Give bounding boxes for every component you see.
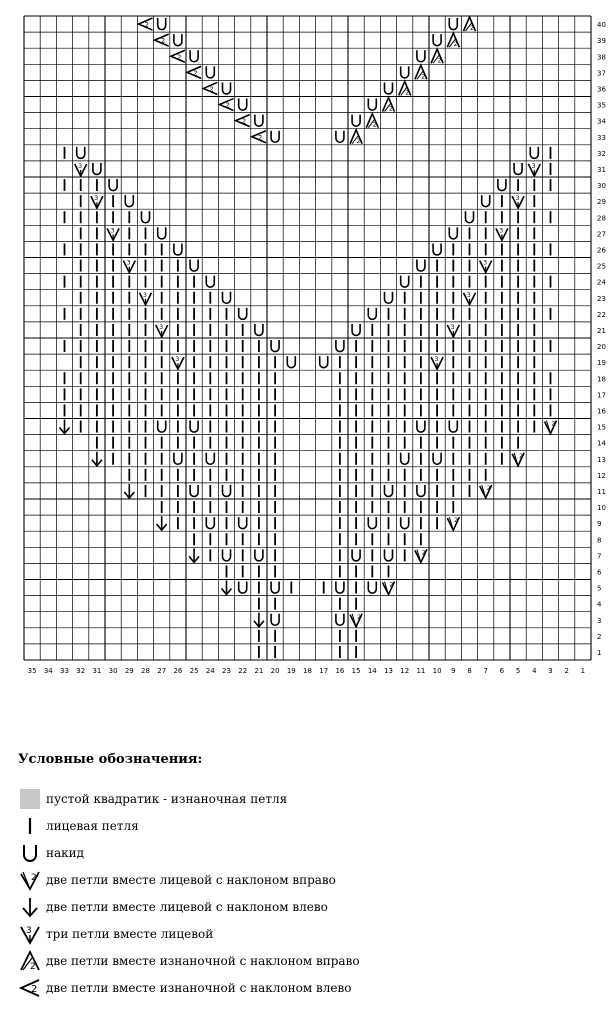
stitch-pl [187,66,201,78]
stitch-o [368,582,376,594]
stitch-o [239,99,247,111]
svg-text:2: 2 [144,21,149,30]
stitch-pr [415,65,427,80]
stitch-o [158,227,166,239]
svg-text:2: 2 [257,133,263,142]
stitch-o [514,163,522,175]
stitch-t [75,163,87,176]
stitch-t [140,292,152,305]
column-number: 27 [157,667,167,675]
row-number: 13 [597,455,606,464]
column-number: 9 [451,667,456,675]
stitch-o [401,276,409,288]
row-number: 6 [597,568,602,577]
stitch-o [417,260,425,272]
stitch-o [385,82,393,94]
stitch-o [271,131,279,143]
stitch-o [433,34,441,46]
column-number: 29 [124,667,134,675]
svg-text:2: 2 [389,581,394,589]
stitch-r [480,485,492,498]
stitch-o [352,549,360,561]
row-number: 37 [597,69,606,78]
row-number: 15 [597,423,606,432]
column-number: 8 [467,667,472,675]
svg-text:3: 3 [78,162,83,170]
stitch-o [142,211,150,223]
stitch-pr [464,17,476,32]
svg-text:3: 3 [143,291,147,299]
stitch-o [385,292,393,304]
stitch-pr [431,49,443,64]
stitch-r [383,582,395,595]
row-number: 16 [597,407,606,416]
legend-title: Условные обозначения: [18,752,203,767]
stitch-r [447,517,459,530]
stitch-o [385,485,393,497]
stitch-o [206,453,214,465]
column-number: 15 [351,667,361,675]
stitch-o [190,485,198,497]
stitch-pr [399,81,411,96]
stitch-o [368,308,376,320]
stitch-o [401,517,409,529]
stitch-t [447,324,459,337]
legend-item-label: две петли вместе изнаночной с наклоном влево [46,980,352,995]
stitch-r [415,549,427,562]
row-number: 18 [597,375,606,384]
svg-text:3: 3 [467,291,471,299]
row-number: 40 [597,21,606,30]
column-number: 14 [367,667,377,675]
stitch-pr [366,114,378,129]
column-number: 21 [254,667,264,675]
stitch-pl [139,18,153,30]
stitch-o [433,453,441,465]
svg-text:2: 2 [470,25,474,33]
row-number: 21 [597,326,606,335]
svg-text:2: 2 [372,121,377,129]
stitch-o [271,614,279,626]
legend-item-label: две петли вместе лицевой с наклоном вправо [46,872,336,887]
stitch-r [350,614,362,627]
legend-item-label: две петли вместе лицевой с наклоном влево [46,899,328,914]
row-number: 7 [597,552,602,561]
stitch-o [449,18,457,30]
stitch-o [190,260,198,272]
stitch-o [287,356,295,368]
row-number: 24 [597,278,606,287]
svg-text:2: 2 [421,549,426,557]
svg-text:2: 2 [421,73,426,81]
svg-text:2: 2 [241,117,247,126]
stitch-t [464,292,476,305]
yarn-over-icon [18,841,42,865]
stitch-pl [171,50,185,62]
row-number: 10 [597,504,606,513]
svg-text:3: 3 [434,356,439,364]
legend-item-k3tog [18,920,608,947]
legend-item-p2tog-left [18,974,608,1001]
stitch-o [255,549,263,561]
column-number: 24 [205,667,215,675]
stitch-o [401,453,409,465]
row-number: 17 [597,391,606,400]
column-number: 5 [515,667,521,675]
row-number: 35 [597,101,606,110]
svg-text:2: 2 [437,57,442,65]
stitch-o [449,227,457,239]
row-number: 38 [597,53,606,62]
svg-text:2: 2 [193,69,198,78]
purl-square-icon [18,787,42,811]
svg-text:2: 2 [160,37,166,46]
stitch-pl [252,131,266,143]
row-number: 36 [597,85,606,94]
svg-text:2: 2 [356,137,361,145]
stitch-o [174,453,182,465]
row-number: 28 [597,214,606,223]
row-number: 29 [597,198,606,207]
stitch-o [466,211,474,223]
legend-item-p2tog-right [18,947,608,974]
stitch-o [336,131,344,143]
stitch-t [156,324,168,337]
column-number: 13 [384,667,393,675]
stitch-t [431,356,443,369]
stitch-o [158,421,166,433]
stitch-o [223,292,231,304]
stitch-o [239,582,247,594]
stitch-t [107,227,119,240]
row-number: 5 [597,584,602,593]
column-number: 18 [303,667,312,675]
stitch-o [449,421,457,433]
column-number: 7 [483,667,488,675]
row-number: 1 [597,648,602,657]
stitch-o [109,179,117,191]
stitch-l [124,484,134,498]
stitch-o [336,614,344,626]
stitch-o [417,50,425,62]
stitch-o [255,115,263,127]
column-number: 31 [92,667,102,675]
legend-item-label: три петли вместе лицевой [46,926,214,941]
stitch-l [254,613,264,627]
stitch-pr [447,33,459,48]
stitch-t [172,356,184,369]
stitch-o [206,66,214,78]
column-number: 6 [499,667,505,675]
stitch-l [157,516,167,530]
stitch-o [530,147,538,159]
stitch-o [190,50,198,62]
stitch-o [223,549,231,561]
svg-text:2: 2 [405,89,410,97]
row-number: 11 [597,487,606,496]
p2tog-right-icon [18,949,42,973]
svg-text:2: 2 [453,41,458,49]
stitch-pl [203,82,217,94]
legend-item-knit [18,812,608,839]
row-number: 25 [597,262,606,271]
stitch-o [271,582,279,594]
symbol-mark: 2 [31,983,38,995]
stitch-o [336,582,344,594]
stitch-o [93,163,101,175]
stitch-o [417,421,425,433]
stitch-o [255,324,263,336]
column-number: 3 [548,667,553,675]
row-number: 27 [597,230,606,239]
svg-text:3: 3 [531,162,536,170]
column-number: 16 [335,667,345,675]
legend-item-label: накид [46,845,85,860]
column-number: 10 [432,667,442,675]
stitch-l [222,581,232,595]
stitch-o [320,356,328,368]
column-number: 30 [108,667,118,675]
column-number: 25 [189,667,199,675]
svg-text:3: 3 [515,195,520,203]
stitch-pr [383,98,395,113]
column-number: 2 [564,667,569,675]
stitch-r [512,453,524,466]
stitch-t [512,195,524,208]
stitch-t [496,227,508,240]
svg-text:2: 2 [176,53,182,62]
svg-text:2: 2 [357,613,361,621]
stitch-o [433,243,441,255]
row-number: 32 [597,149,606,158]
row-number: 12 [597,471,606,480]
svg-text:2: 2 [551,420,556,428]
row-number: 34 [597,117,606,126]
column-number: 34 [43,667,53,675]
stitch-t [480,260,492,273]
column-number: 23 [222,667,231,675]
column-number: 22 [238,667,248,675]
k3tog-icon [18,922,42,946]
column-number: 4 [532,667,537,675]
row-number: 2 [597,632,602,641]
svg-text:3: 3 [110,227,115,235]
stitch-o [223,82,231,94]
stitch-o [271,340,279,352]
svg-text:3: 3 [94,195,99,203]
column-number: 35 [27,667,37,675]
stitch-t [528,163,540,176]
stitch-o [498,179,506,191]
row-number: 39 [597,37,606,46]
svg-text:3: 3 [483,259,488,267]
stitch-o [239,517,247,529]
stitch-o [385,549,393,561]
stitch-o [190,421,198,433]
stitch-pl [220,99,234,111]
symbol-mark: 2 [30,961,36,972]
stitch-o [336,340,344,352]
svg-text:3: 3 [499,227,504,235]
stitch-o [417,485,425,497]
stitch-o [352,115,360,127]
svg-text:2: 2 [389,105,393,113]
legend-item-label: две петли вместе изнаночной с наклоном вправо [46,953,360,968]
row-number: 14 [597,439,606,448]
svg-text:2: 2 [519,452,523,460]
stitch-o [401,66,409,78]
stitch-o [368,99,376,111]
legend-item-label: пустой квадратик - изнаночная петля [46,791,288,806]
stitch-pr [350,130,362,145]
stitch-pl [155,34,169,46]
stitch-l [60,420,70,434]
row-number: 33 [597,133,606,142]
k2tog-right-icon [18,868,42,892]
row-number: 9 [597,520,602,529]
column-number: 17 [319,667,329,675]
row-number: 31 [597,165,606,174]
column-number: 1 [580,667,586,675]
legend-item-yarn-over [18,839,608,866]
row-number: 4 [597,600,602,609]
row-number: 23 [597,294,606,303]
stitch-l [189,548,199,562]
knit-icon [18,814,42,838]
row-number: 22 [597,310,606,319]
row-number: 19 [597,359,606,368]
legend-item-purl [18,785,608,812]
stitch-t [123,260,135,273]
stitch-o [77,147,85,159]
stitch-o [158,18,166,30]
column-number: 28 [141,667,150,675]
stitch-o [482,195,490,207]
column-number: 11 [416,667,426,675]
p2tog-left-icon [18,976,42,1000]
stitch-o [368,517,376,529]
column-number: 19 [286,667,296,675]
row-number: 8 [597,536,602,545]
stitch-o [174,34,182,46]
row-number: 30 [597,182,606,191]
stitch-o [352,324,360,336]
row-number: 3 [597,616,602,625]
symbol-mark: 3 [26,925,32,936]
column-number: 12 [400,667,410,675]
legend-item-label: лицевая петля [46,818,139,833]
svg-text:3: 3 [126,259,131,267]
legend-item-k2tog-right [18,866,608,893]
row-number: 26 [597,246,606,255]
legend [18,752,608,1001]
column-number: 20 [270,667,280,675]
stitch-o [206,517,214,529]
k2tog-left-icon [18,895,42,919]
svg-text:2: 2 [209,85,214,94]
svg-text:3: 3 [159,323,164,331]
stitch-o [125,195,133,207]
stitch-t [91,195,103,208]
row-number: 20 [597,343,606,352]
svg-text:2: 2 [454,517,459,525]
stitch-o [174,243,182,255]
svg-text:2: 2 [225,101,230,110]
stitch-pl [236,115,250,127]
svg-text:3: 3 [450,323,455,331]
stitch-r [545,421,557,434]
column-number: 33 [60,667,69,675]
svg-text:2: 2 [486,484,491,492]
column-number: 32 [76,667,86,675]
svg-text:3: 3 [175,356,180,364]
stitch-o [206,276,214,288]
column-number: 26 [173,667,183,675]
stitch-l [92,452,102,466]
stitch-o [239,308,247,320]
stitch-o [223,485,231,497]
legend-item-k2tog-left [18,893,608,920]
symbol-mark: 2 [31,872,37,883]
